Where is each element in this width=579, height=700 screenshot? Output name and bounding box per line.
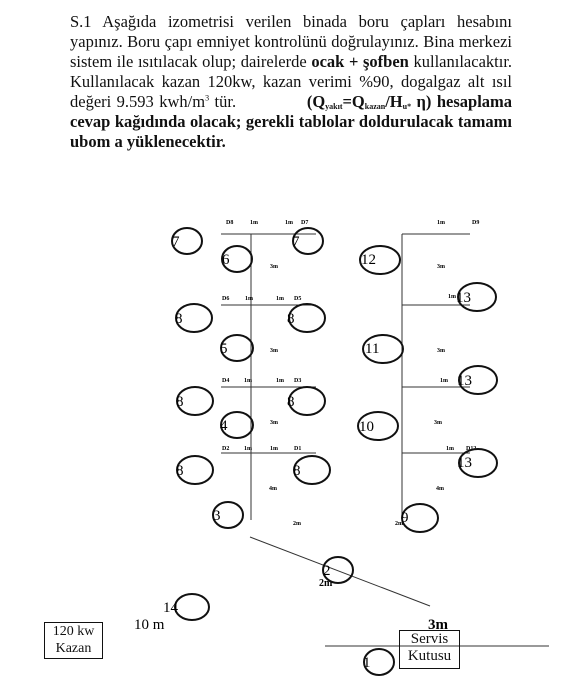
node-number: 4: [220, 418, 228, 434]
node-number: 11: [365, 341, 380, 357]
question-p2: kullanılacaktır. Kullanılacak kazan 120kw, kazan verimi %90, dogalgaz alt ısıl değeri 9.593 kwh/m: [70, 52, 513, 111]
label-2m: 2m: [319, 578, 333, 589]
label-d2: D2: [222, 446, 230, 452]
node-number: 9: [401, 510, 409, 526]
kazan-box: [44, 622, 103, 659]
node-number: 7: [172, 234, 180, 250]
superscript-3: 3: [205, 93, 210, 103]
question-p1: S.1 Aşağıda izometrisi verilen binada boru çapları hesabını yapınız. Boru çapı emniyet kontrolünü doğrulayınız. Bina merkezi sistem ile ısıtılacak olup; dairelerde: [70, 12, 512, 71]
label-1m: 1m: [276, 296, 284, 302]
main-diagonal: [250, 537, 430, 606]
label-1m: 1m: [448, 294, 456, 300]
label-2m: 2m: [395, 521, 403, 527]
node-number: 8: [287, 311, 295, 327]
node-number: 6: [222, 252, 230, 268]
node-number: 8: [175, 311, 183, 327]
node-number: 2: [323, 563, 331, 579]
node-number: 8: [176, 463, 184, 479]
label-3m: 3m: [270, 348, 278, 354]
label-10m: 10 m: [134, 617, 165, 633]
node-number: 14: [163, 600, 178, 616]
label-1m: 1m: [244, 446, 252, 452]
label-3m: 3m: [437, 264, 445, 270]
node-number: 13: [457, 455, 472, 471]
label-d12: D12: [466, 446, 477, 452]
kutusu-label: Kutusu: [407, 648, 452, 664]
node-number: 12: [361, 252, 376, 268]
label-1m: 1m: [245, 296, 253, 302]
label-d6: D6: [222, 296, 230, 302]
label-4m: 4m: [269, 486, 277, 492]
servis-label: Servis: [410, 631, 449, 647]
node-number: 8: [176, 394, 184, 410]
label-1m: 1m: [285, 220, 293, 226]
node-number: 1: [363, 655, 371, 671]
kazan-label: Kazan: [55, 641, 92, 656]
question-p3: tür.: [209, 92, 237, 111]
formula: ($Q_{yakıt}=Q_{kazan}/H_{u*}$: [306, 92, 412, 111]
node-number: 3: [213, 508, 221, 524]
node-number: 8: [287, 394, 295, 410]
kazan-power: 120 kw: [52, 624, 95, 639]
label-3m: 3m: [428, 617, 448, 633]
label-d7: D7: [301, 220, 309, 226]
node-number: 8: [293, 463, 301, 479]
label-d9: D9: [472, 220, 480, 226]
label-3m: 3m: [437, 348, 445, 354]
label-1m: 1m: [250, 220, 258, 226]
label-d1: D1: [294, 446, 302, 452]
label-d3: D3: [294, 378, 302, 384]
servis-kutusu-box: [399, 630, 460, 669]
node-circle-14: [175, 594, 209, 620]
label-1m: 1m: [440, 378, 448, 384]
label-1m: 1m: [270, 446, 278, 452]
question-p1-bold: ocak + şofben: [311, 52, 409, 71]
node-number: 5: [220, 341, 228, 357]
label-1m: 1m: [437, 220, 445, 226]
label-3m: 3m: [270, 264, 278, 270]
node-number: 13: [456, 290, 471, 306]
label-1m: 1m: [446, 446, 454, 452]
label-2m: 2m: [293, 521, 301, 527]
label-d8: D8: [226, 220, 234, 226]
question-p4-bold: η) hesaplama cevap kağıdında olacak; gerekli tablolar doldurulacak tamamı ubom a yüklenecektir.: [70, 92, 513, 151]
label-d4: D4: [222, 378, 230, 384]
label-d5: D5: [294, 296, 302, 302]
node-number: 13: [457, 373, 472, 389]
label-1m: 1m: [244, 378, 252, 384]
node-number: 7: [292, 234, 300, 250]
label-1m: 1m: [276, 378, 284, 384]
label-3m: 3m: [270, 420, 278, 426]
label-4m: 4m: [436, 486, 444, 492]
node-number: 10: [359, 419, 374, 435]
label-3m: 3m: [434, 420, 442, 426]
